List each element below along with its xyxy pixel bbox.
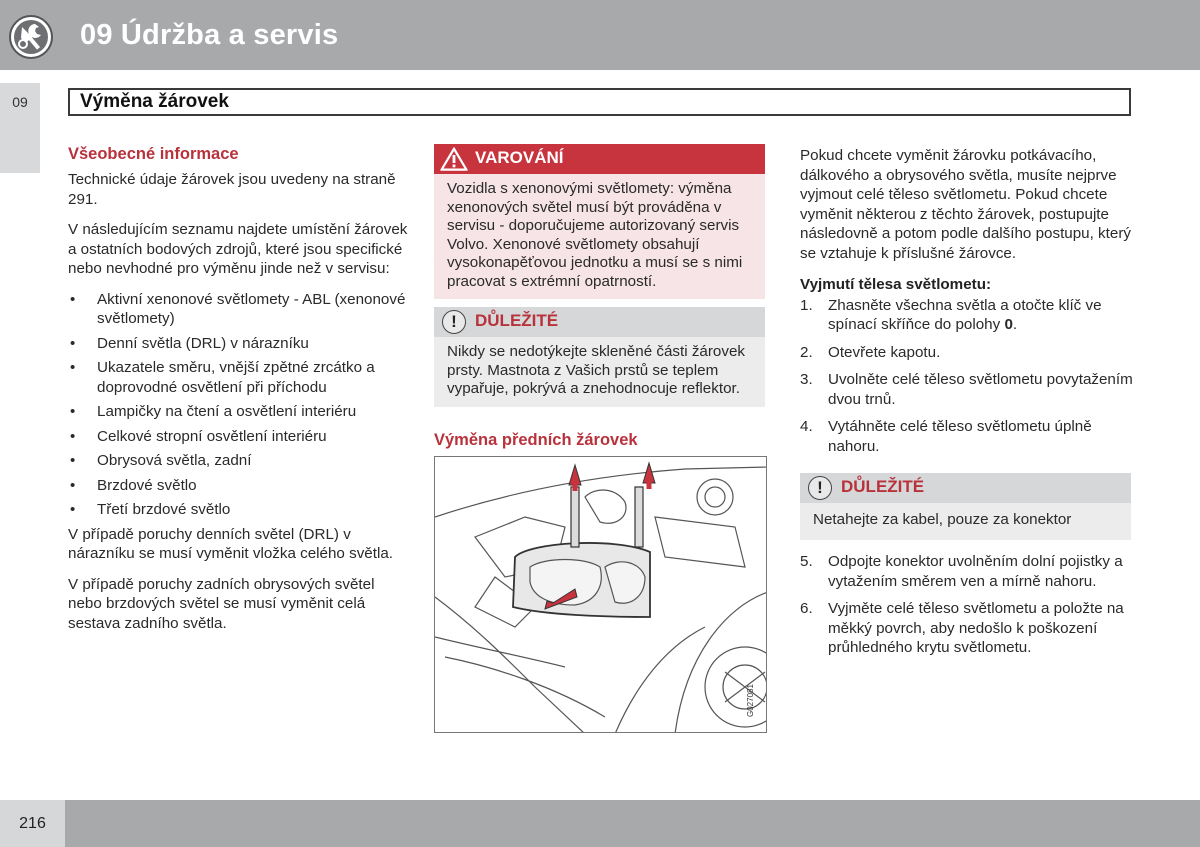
column-general-info (68, 144, 408, 644)
list-item: • Lampičky na čtení a osvětlení interiéru (68, 402, 408, 422)
warning-text: Vozidla s xenonovými světlomety: výměna xenonových světel musí být prováděna v servisu - doporučujeme autorizovaný servis Volvo. Xenonové světlomety obsahují vysokonapěťovou jednotku a musí se s nimi pracovat s extrémní opatrností. (434, 174, 765, 299)
important-box (434, 307, 765, 407)
figure-code: G027081 (746, 684, 755, 717)
page-number: 216 (0, 800, 65, 847)
list-item: • Celkové stropní osvětlení interiéru (68, 427, 408, 447)
step-item: 4. Vytáhněte celé těleso světlometu úplně nahoru. (800, 418, 1092, 455)
removal-steps-list (800, 296, 1136, 457)
warning-box (434, 144, 765, 299)
important-text: Nikdy se nedotýkejte skleněné části žárovek prsty. Mastnota z Vašich prstů se teplem vypařuje, pokrývá a znehodnocuje reflektor. (434, 337, 765, 407)
page-footer (0, 800, 1200, 847)
paragraph: Technické údaje žárovek jsou uvedeny na straně 291. (68, 171, 396, 208)
page-title: 09 Údržba a servis (80, 19, 339, 51)
list-item: • Brzdové světlo (68, 476, 408, 496)
headlight-illustration (434, 456, 767, 733)
paragraph: V případě poruchy zadních obrysových světel nebo brzdových světel se musí vyměnit celá sestava zadního světla. (68, 575, 375, 632)
important-label: DŮLEŽITÉ (475, 311, 559, 330)
section-title: Výměna žárovek (80, 91, 229, 112)
important-label: DŮLEŽITÉ (841, 477, 925, 496)
warning-label: VAROVÁNÍ (475, 148, 564, 167)
engine-bay-drawing (435, 457, 767, 733)
list-item: • Obrysová světla, zadní (68, 451, 408, 471)
removal-steps-list-2 (800, 552, 1136, 658)
wrench-gear-icon (8, 14, 54, 60)
paragraph: V případě poruchy denních světel (DRL) v nárazníku se musí vyměnit vložka celého světla. (68, 525, 393, 562)
warning-header (434, 144, 765, 174)
warning-triangle-icon (440, 146, 468, 172)
paragraph: V následujícím seznamu najdete umístění žárovek a ostatních bodových zdrojů, které jsou specifické nebo nevhodné pro výměnu jinde než v servisu: (68, 221, 408, 277)
important-header (800, 473, 1131, 503)
removal-steps-continued (800, 552, 1136, 666)
step-item: 2. Otevřete kapotu. (800, 343, 941, 361)
paragraph: Pokud chcete vyměnit žárovku potkávacího, dálkového a obrysového světla, musíte nejprve vyjmout celé těleso světlometu. Pokud chcete vyměnit některou z těchto žárovek, postupujte následovně a potom podle dalšího postupu, který se vztahuje k příslušné žárovce. (800, 147, 1131, 262)
exclamation-icon: ! (442, 310, 466, 334)
front-bulbs-heading: Výměna předních žárovek (434, 431, 638, 449)
bulb-list (68, 290, 408, 520)
important-box (800, 473, 1131, 540)
important-text: Netahejte za kabel, pouze za konektor (800, 503, 1131, 540)
general-info-heading: Všeobecné informace (68, 145, 239, 163)
exclamation-icon: ! (808, 476, 832, 500)
list-item: • Aktivní xenonové světlomety - ABL (xenonové světlomety) (68, 290, 408, 329)
list-item: • Ukazatele směru, vnější zpětné zrcátko a doprovodné osvětlení při příchodu (68, 358, 408, 397)
important-header (434, 307, 765, 337)
step-item: 6. Vyjměte celé těleso světlometu a položte na měkký povrch, aby nedošlo k poškození průhledného krytu světlometu. (800, 600, 1124, 656)
step-item: 3. Uvolněte celé těleso světlometu povytažením dvou trnů. (800, 371, 1133, 408)
column-removal-steps (800, 146, 1136, 464)
list-item: • Třetí brzdové světlo (68, 500, 408, 520)
removal-subheading: Vyjmutí tělesa světlometu: (800, 276, 992, 293)
step-item: 1. Zhasněte všechna světla a otočte klíč ve spínací skříňce do polohy 0. (800, 296, 1102, 333)
chapter-tab-label: 09 (12, 94, 28, 110)
list-item: • Denní světla (DRL) v nárazníku (68, 334, 408, 354)
step-item: 5. Odpojte konektor uvolněním dolní pojistky a vytažením směrem ven a mírně nahoru. (800, 553, 1123, 590)
